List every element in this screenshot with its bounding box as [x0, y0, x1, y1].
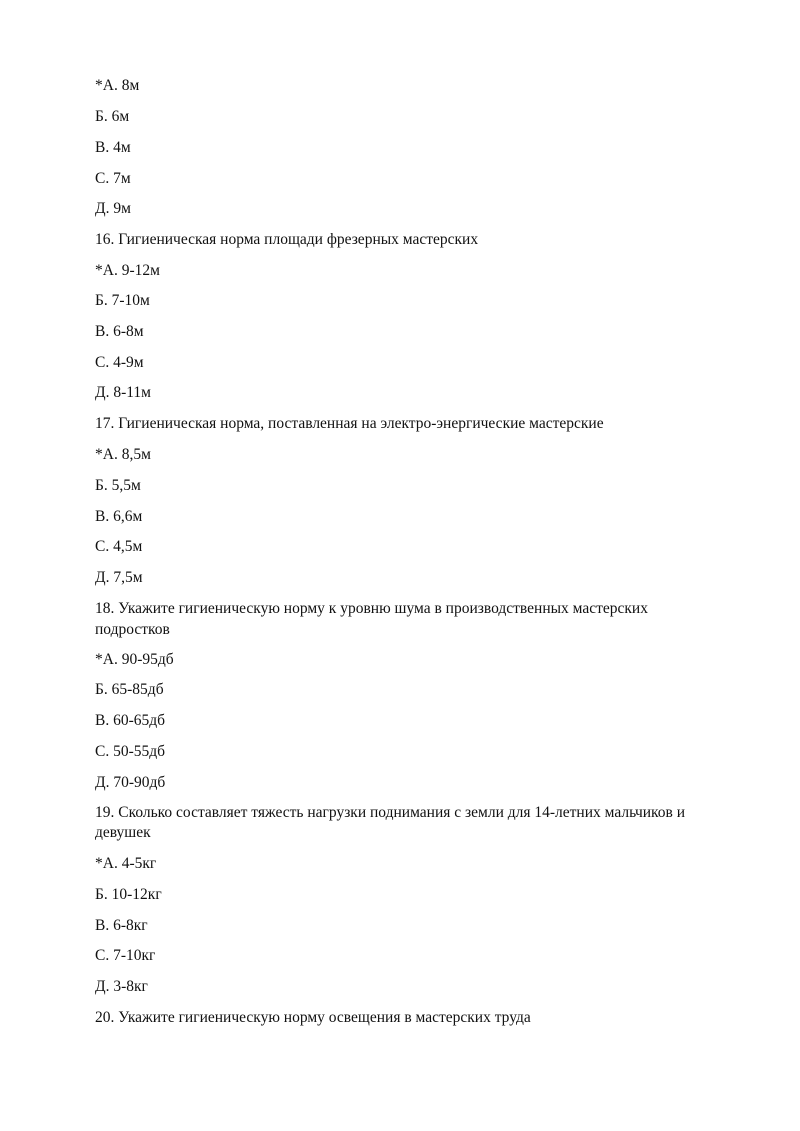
q15-option-a: *А. 8м — [95, 77, 140, 94]
q16-option-s: С. 4-9м — [95, 354, 144, 371]
q18-question-line1: 18. Укажите гигиеническую норму к уровню шума в производственных мастерских — [95, 600, 648, 617]
q18-option-s: С. 50-55дб — [95, 743, 166, 760]
q18-option-v: В. 60-65дб — [95, 712, 166, 729]
q16-option-b: Б. 7-10м — [95, 292, 150, 309]
q17-option-a: *А. 8,5м — [95, 446, 151, 463]
q20-question: 20. Укажите гигиеническую норму освещения в мастерских труда — [95, 1009, 531, 1026]
q19-question-line2: девушек — [95, 824, 151, 841]
q17-option-b: Б. 5,5м — [95, 477, 141, 494]
q18-question-line2: подростков — [95, 621, 170, 638]
q19-option-d: Д. 3-8кг — [95, 978, 148, 995]
q15-option-d: Д. 9м — [95, 200, 131, 217]
q19-option-s: С. 7-10кг — [95, 947, 156, 964]
q16-option-v: В. 6-8м — [95, 323, 144, 340]
q18-option-a: *А. 90-95дб — [95, 651, 174, 668]
q16-question: 16. Гигиеническая норма площади фрезерных мастерских — [95, 231, 479, 248]
q17-option-s: С. 4,5м — [95, 538, 143, 555]
q18-option-d: Д. 70-90дб — [95, 774, 166, 791]
q19-option-b: Б. 10-12кг — [95, 886, 162, 903]
q19-question-line1: 19. Сколько составляет тяжесть нагрузки поднимания с земли для 14-летних мальчиков и — [95, 804, 686, 821]
q19-option-a: *А. 4-5кг — [95, 855, 157, 872]
q16-option-d: Д. 8-11м — [95, 384, 151, 401]
q17-option-d: Д. 7,5м — [95, 569, 143, 586]
q15-option-v: В. 4м — [95, 139, 131, 156]
q17-question: 17. Гигиеническая норма, поставленная на электро-энергические мастерские — [95, 415, 604, 432]
q18-option-b: Б. 65-85дб — [95, 681, 164, 698]
q16-option-a: *А. 9-12м — [95, 262, 160, 279]
q15-option-s: С. 7м — [95, 170, 131, 187]
q15-option-b: Б. 6м — [95, 108, 130, 125]
q17-option-v: В. 6,6м — [95, 508, 143, 525]
q19-option-v: В. 6-8кг — [95, 917, 148, 934]
